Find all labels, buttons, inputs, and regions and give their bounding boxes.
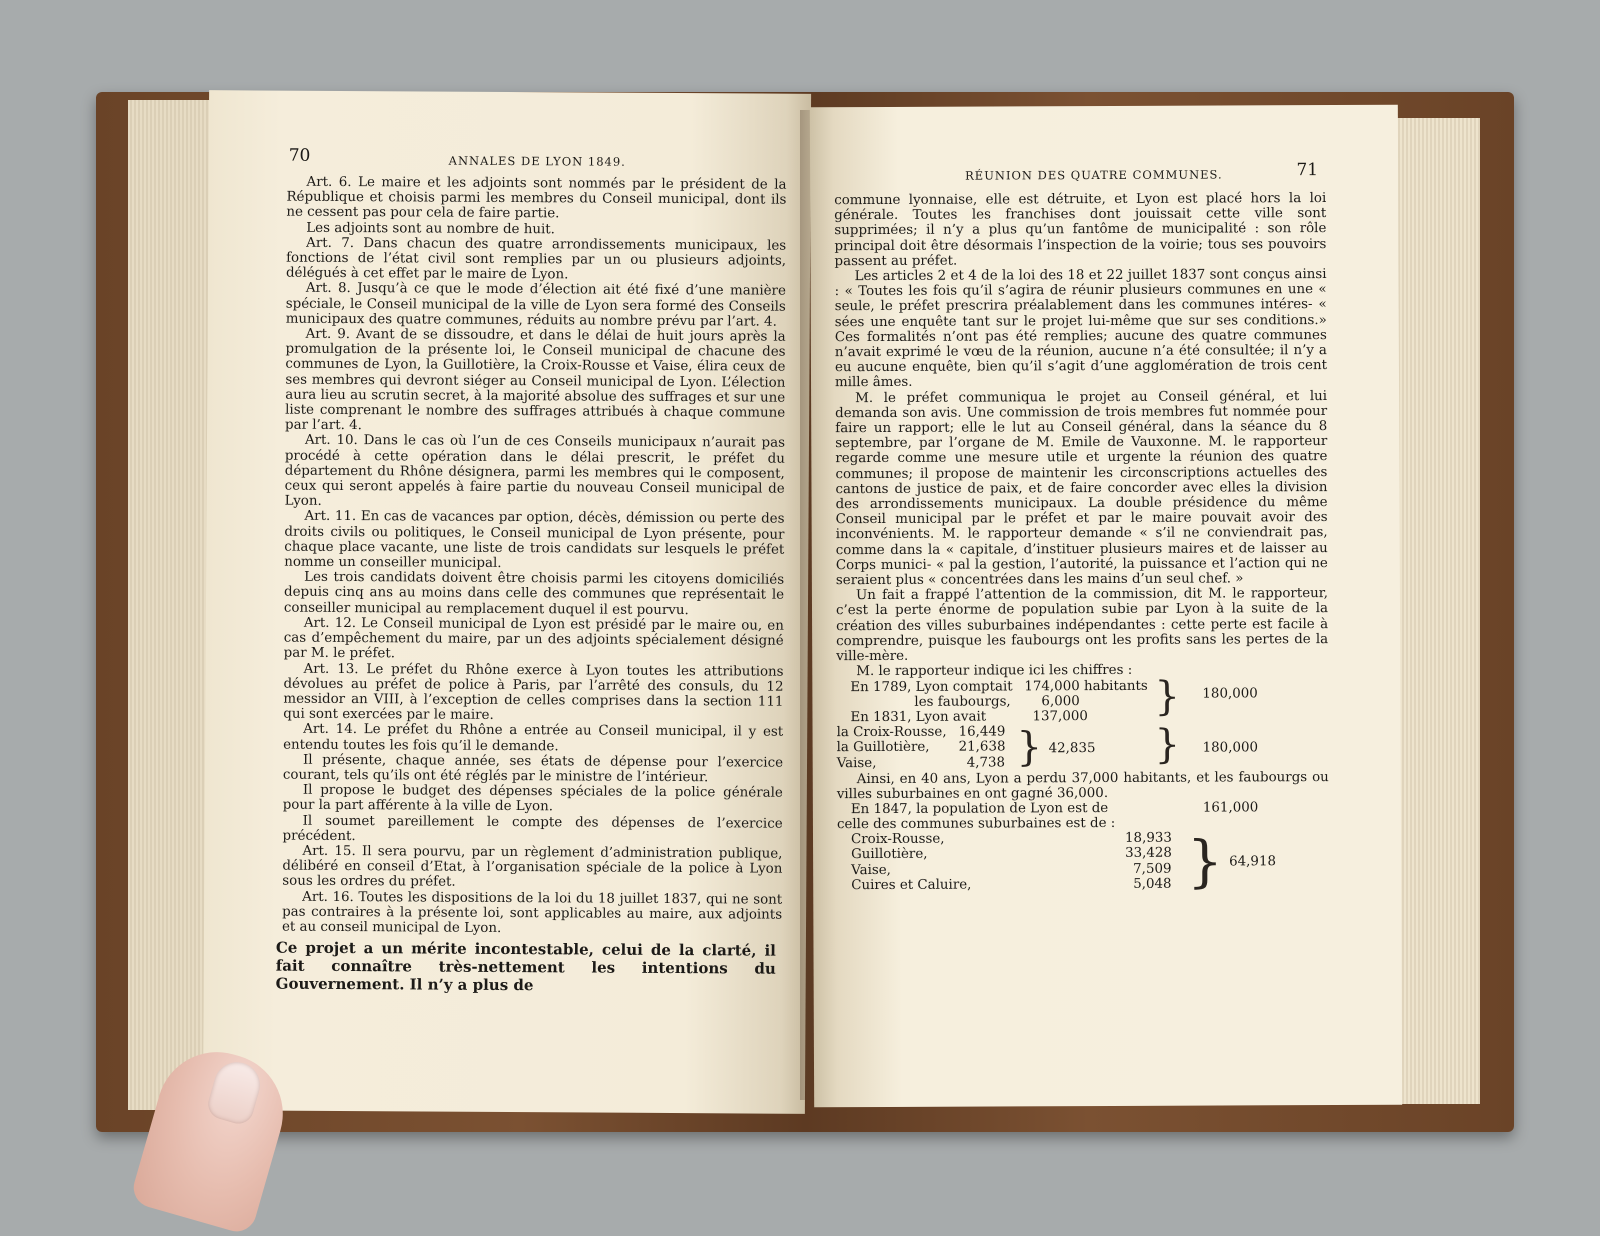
left-page (203, 90, 811, 1114)
table-value: 33,428 (1125, 846, 1172, 862)
paragraph: Art. 6. Le maire et les adjoints sont nommés par le président de la République et choisis parmi les membres du Conseil municipal, dont ils ne cessent pas pour cela de faire partie. (286, 174, 787, 222)
table-value: 137,000 (1032, 708, 1088, 725)
paragraph: Il propose le budget des dépenses spéciales de la police générale pour la part afférente à la ville de Lyon. (282, 782, 783, 815)
table-value: 161,000 (1202, 800, 1259, 816)
paragraph: celle des communes suburbaines est de : (836, 816, 1116, 833)
population-1847-line (837, 800, 1329, 817)
table-value: 21,638 (958, 739, 1006, 755)
paragraph: Ainsi, en 40 ans, Lyon a perdu 37,000 habitants, et les faubourgs ou villes suburbaines en ont gagné 36,000. (836, 769, 1329, 802)
paragraph: Art. 14. Le préfet du Rhône a entrée au Conseil municipal, il y est entendu toutes les fois qu’il le demande. (283, 722, 784, 754)
brace-glyph: } (1154, 721, 1181, 768)
table-label: Cuires et Caluire, (851, 877, 972, 894)
paragraph: Art. 7. Dans chacun des quatre arrondissements municipaux, les fonctions de l’état civil sont remplies par un ou plusieurs adjoints, délégués à cet effet par le maire de Lyon. (285, 235, 787, 283)
table-value: 18,933 (1124, 831, 1172, 847)
left-page-number: 70 (288, 145, 311, 166)
table-label: la Croix-Rousse, (836, 724, 947, 741)
table-total: 180,000 (1202, 739, 1259, 756)
paragraph: Art. 10. Dans le cas où l’un de ces Conseils municipaux n’aurait pas procédé à cette opération dans le délai prescrit, le préfet du département du Rhône désignera, parmi les membres qui le composent, ceux qui seront appelés à faire partie du nouveau Conseil municipal de Lyon. (284, 433, 786, 510)
table-label: les faubourgs, (914, 694, 1011, 710)
paragraph: Les adjoints sont au nombre de huit. (306, 220, 555, 237)
table-subtotal: 42,835 (1048, 740, 1096, 756)
table-label: Vaise, (851, 862, 891, 878)
brace-glyph: } (1154, 673, 1180, 720)
paragraph: M. le rapporteur indique ici les chiffres : (856, 663, 1133, 680)
paragraph: Il soumet pareillement le compte des dépenses de l’exercice précédent. (282, 813, 783, 844)
brace-glyph: } (1186, 829, 1223, 895)
paragraph: Art. 12. Le Conseil municipal de Lyon est présidé par le maire ou, en cas d’empêchement du maire, par un des adjoints spécialement désigné par M. le préfet. (283, 615, 784, 662)
table-label: En 1847, la population de Lyon est de (850, 800, 1109, 818)
table-value: 6,000 (1041, 693, 1080, 709)
table-value: 7,509 (1133, 861, 1172, 877)
table-value: 4,738 (966, 754, 1006, 771)
table-label: la Guillotière, (836, 740, 930, 756)
table-label: En 1789, Lyon comptait (850, 678, 1013, 695)
table-value: 174,000 habitants (1024, 678, 1148, 694)
right-running-head: RÉUNION DES QUATRE COMMUNES. (965, 167, 1223, 183)
table-total: 64,918 (1229, 854, 1277, 870)
table-label: Croix-Rousse, (850, 832, 945, 848)
paragraph: Art. 16. Toutes les dispositions de la loi du 18 juillet 1837, qui ne sont pas contraires à la présente loi, sont applicables au maire, aux adjoints et au conseil municipal de Lyon. (281, 889, 783, 936)
paragraph: M. le préfet communiqua le projet au Conseil général, et lui demanda son avis. Une commission de trois membres fut nommée pour faire un rapport; elle le lut au Conseil général, dans la séance du 8 septembre, par l’organe de M. Emile de Vauxonne. M. le rapporteur regarde comme une mesure utile et urgente la réunion des quatre communes; il propose de maintenir les circonscriptions actuelles des cantons de justice de paix, et de faire concorder avec elles la division des arrondissements municipaux. La double présidence du même Conseil municipal par le préfet et par le maire pouvait avoir des inconvénients. M. le rapporteur demande « s’il ne conviendrait pas, comme dans la « capitale, d’instituer plusieurs maires et de laisser au Corps munici- « pal la gestion, l’autorité, la puissance et l’action qui ne seraient plus « concentrées dans les mains d’un seul chef. » (835, 388, 1328, 589)
brace-glyph: } (1016, 723, 1043, 770)
table-label: Vaise, (836, 755, 877, 771)
paragraph: Art. 15. Il sera pourvu, par un règlement d’administration publique, délibéré en conseil d’Etat, à l’organisation spéciale de la police à Lyon sous les ordres du préfet. (282, 843, 783, 891)
table-value: 5,048 (1133, 876, 1172, 892)
paragraph: commune lyonnaise, elle est détruite, et Lyon est placé hors la loi générale. Toutes les franchises dont jouissait cette ville sont supprimées; il n’y a plus qu’un fantôme de municipalité : son rôle principal doit être désormais l’inspection de la voirie; tous ses pouvoirs passent au préfet. (834, 191, 1327, 269)
right-page-number: 71 (1296, 160, 1319, 181)
closing-paragraph: Ce projet a un mérite incontestable, celui de la clarté, il fait connaître très-nettement les intentions du Gouvernement. Il n’y a plus de (275, 938, 776, 995)
table-value: 16,449 (958, 724, 1006, 740)
population-table-1789-1831 (836, 673, 1328, 772)
population-table-1847 (837, 830, 1329, 896)
paragraph: Art. 8. Jusqu’à ce que le mode d’élection ait été fixé d’une manière spéciale, le Conseil municipal de la ville de Lyon sera formé des Conseils municipaux des quatre communes, réduits au nombre prévu par l’art. 4. (285, 281, 786, 330)
left-running-head: ANNALES DE LYON 1849. (448, 153, 626, 169)
page-edges-right (1392, 118, 1480, 1104)
paragraph: Un fait a frappé l’attention de la commission, dit M. le rapporteur, c’est la perte énorme de population subie par Lyon à la suite de la création des villes suburbaines indépendantes : cette perte est facile à comprendre, puisque les faubourgs ont les profits sans les pertes de la ville-mère. (835, 586, 1329, 665)
right-page (810, 105, 1402, 1108)
left-page-body (282, 175, 787, 938)
paragraph: Art. 11. En cas de vacances par option, décès, démission ou perte des droits civils ou politiques, le Conseil municipal de Lyon présente, pour chaque place vacante, une liste de trois candidats sur lesquels le préfet nomme un conseiller municipal. (284, 509, 785, 572)
table-total: 180,000 (1202, 685, 1258, 702)
table-label: Guillotière, (851, 847, 928, 863)
paragraph: Art. 9. Avant de se dissoudre, et dans le délai de huit jours après la promulgation de la présente loi, le Conseil municipal de chacune des communes de Lyon, la Guillotière, la Croix-Rousse et Vaise, élira ceux de ses membres qui devront siéger au Conseil municipal de Lyon. L’élection aura lieu au scrutin secret, à la majorité absolue des suffrages et sur une liste comprenant le nombre des suffrages attribués à chaque commune par l’art. 4. (285, 326, 786, 434)
right-page-body (834, 191, 1329, 896)
paragraph: Art. 13. Le préfet du Rhône exerce à Lyon toutes les attributions dévolues au préfet de police à Paris, par l’arrêté des consuls, du 12 messidor an VIII, à l’exception de celles comprises dans la section 111 qui sont exercées par le maire. (283, 661, 784, 724)
paragraph: Les articles 2 et 4 de la loi des 18 et 22 juillet 1837 sont conçus ainsi : « Toutes les fois qu’il s’agira de réunir plusieurs communes en une « seule, le préfet prescrira préalablement dans les communes intéres- « sées une enquête tant sur le projet lui-même que sur ses conditions.» Ces formalités n’ont pas été remplies; aucune des quatre communes n’avait exprimé le vœu de la réunion, aucune n’a été consultée; il n’y a eu aucune enquête, bien qu’il s’agit d’une agglomération de trois cent mille âmes. (834, 267, 1327, 391)
paragraph: Il présente, chaque année, ses états de dépense pour l’exercice courant, tels qu’ils ont été réglés par le ministre de l’intérieur. (282, 752, 784, 786)
paragraph: Les trois candidats doivent être choisis parmi les citoyens domiciliés depuis cinq ans au moins dans celle des communes que représentait le conseiller municipal au remplacement duquel il est pourvu. (283, 570, 785, 618)
table-label: En 1831, Lyon avait (850, 709, 987, 726)
